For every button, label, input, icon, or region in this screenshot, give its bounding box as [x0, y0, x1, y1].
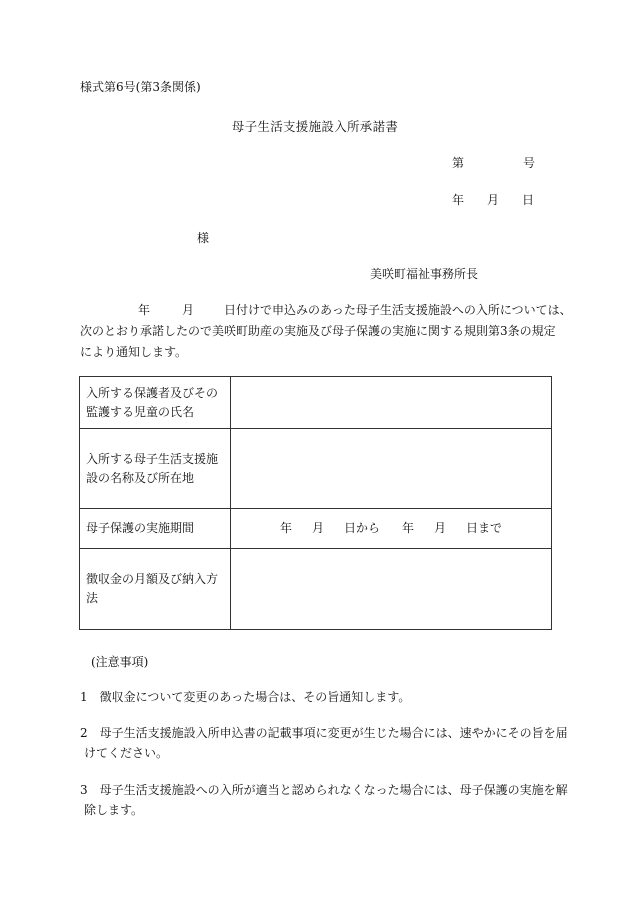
row-label: 入所する保護者及びその 監護する児童の氏名 [80, 377, 231, 429]
form-number: 様式第6号(第3条関係) [80, 80, 201, 94]
issue-date-day: 日 [522, 193, 535, 207]
body-line-3: により通知します。 [80, 345, 188, 359]
body-year: 年 [138, 303, 151, 317]
body-paragraph [80, 303, 572, 366]
note-item-2: 2 母子生活支援施設入所申込書の記載事項に変更が生じた場合には、速やかにその旨を届 けてください。 [80, 726, 568, 760]
notes-heading: (注意事項) [91, 655, 149, 669]
doc-number-suffix: 号 [523, 156, 536, 170]
admission-info-table [79, 376, 552, 630]
table-row [80, 509, 552, 549]
row-label: 母子保護の実施期間 [80, 509, 231, 549]
note-item-1: 1 徴収金について変更のあった場合は、その旨通知します。 [80, 690, 411, 704]
issue-date-year: 年 [452, 193, 465, 207]
table-row [80, 429, 552, 509]
doc-number-prefix: 第 [452, 156, 465, 170]
row-label: 入所する母子生活支援施 設の名称及び所在地 [80, 429, 231, 509]
issuer-name: 美咲町福祉事務所長 [370, 267, 479, 281]
table-row [80, 549, 552, 630]
document-title: 母子生活支援施設入所承諾書 [231, 119, 399, 134]
guardian-name-field[interactable] [231, 377, 552, 429]
fee-amount-field[interactable] [231, 549, 552, 630]
issue-date-month: 月 [487, 193, 500, 207]
addressee-honorific: 様 [197, 231, 210, 245]
facility-name-field[interactable] [231, 429, 552, 509]
note-item-3: 3 母子生活支援施設への入所が適当と認められなくなった場合には、母子保護の実施を解 除します。 [80, 783, 568, 817]
protection-period-field[interactable]: 年 月 日から 年 月 日まで [231, 509, 552, 549]
body-month: 月 [182, 303, 195, 317]
row-label: 徴収金の月額及び納入方 法 [80, 549, 231, 630]
body-line-1 [80, 303, 572, 324]
table-row [80, 377, 552, 429]
body-line-2: 次のとおり承諾したので美咲町助産の実施及び母子保護の実施に関する規則第3条の規定 [80, 324, 556, 338]
body-line-1-text: 日付けで申込みのあった母子生活支援施設への入所については、 [224, 303, 572, 317]
